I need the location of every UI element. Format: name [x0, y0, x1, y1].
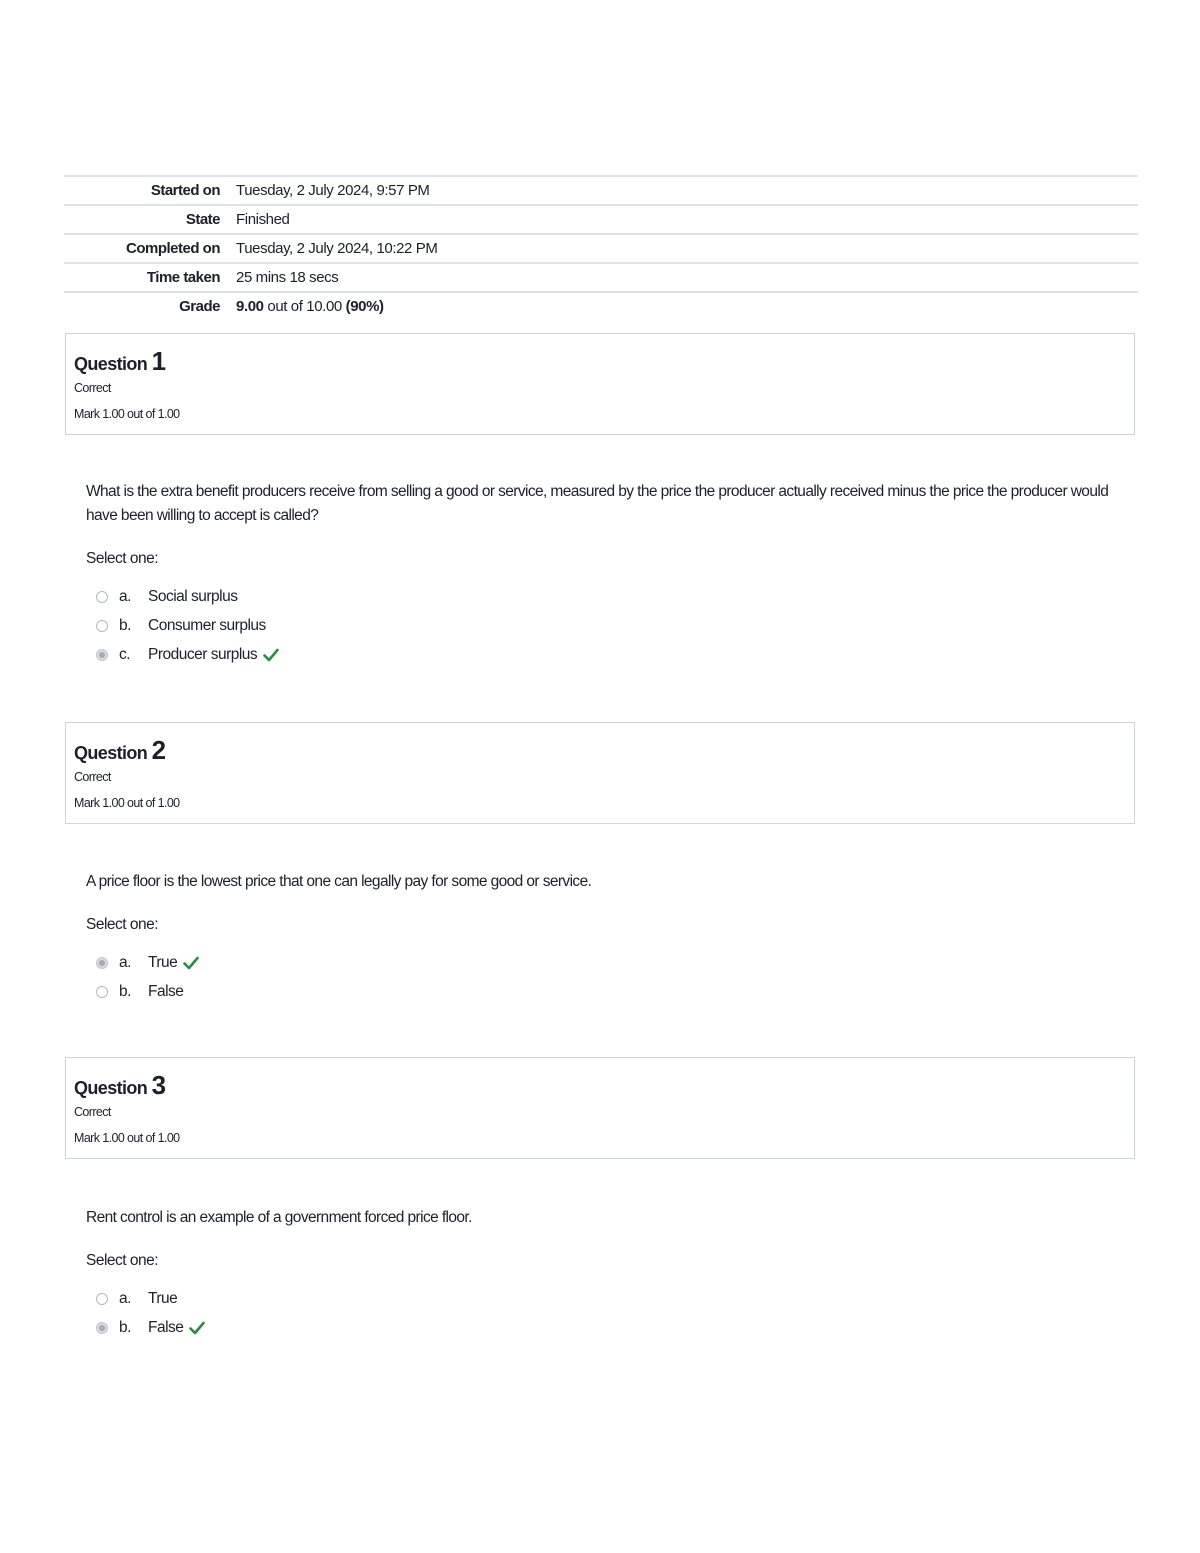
select-one-prompt: Select one: — [86, 1252, 159, 1269]
radio-button[interactable] — [96, 986, 108, 998]
answer-letter: b. — [119, 982, 131, 1000]
answer-letter: a. — [119, 953, 131, 971]
question-label: Question — [74, 354, 148, 374]
correct-check-icon — [189, 1321, 205, 1335]
answer-letter: b. — [119, 1318, 131, 1336]
answer-option[interactable] — [86, 1284, 1116, 1313]
answer-text: True — [148, 953, 178, 971]
summary-value: Finished — [236, 211, 290, 228]
answer-text: True — [148, 1289, 178, 1307]
select-one-prompt: Select one: — [86, 550, 159, 567]
radio-button-selected[interactable] — [96, 957, 108, 969]
radio-button[interactable] — [96, 1293, 108, 1305]
summary-label: Completed on — [126, 240, 220, 257]
summary-label: State — [185, 211, 220, 228]
radio-button-selected[interactable] — [96, 1322, 108, 1334]
answer-option[interactable] — [86, 1313, 1116, 1342]
grade-out-of: out of 10.00 — [267, 298, 342, 315]
question-number: 2 — [151, 735, 166, 765]
question-label: Question — [74, 743, 148, 763]
answer-option[interactable] — [86, 640, 1116, 669]
answer-option[interactable] — [86, 948, 1116, 977]
question-state: Correct — [74, 381, 111, 395]
summary-label: Started on — [150, 182, 220, 199]
question-title — [74, 735, 1126, 766]
summary-value: Tuesday, 2 July 2024, 10:22 PM — [236, 240, 438, 257]
question-content-1 — [86, 480, 1116, 669]
question-label: Question — [74, 1078, 148, 1098]
question-content-2 — [86, 870, 1116, 1006]
summary-value: Tuesday, 2 July 2024, 9:57 PM — [236, 182, 430, 199]
radio-button-selected[interactable] — [96, 649, 108, 661]
answer-text: False — [148, 982, 184, 1000]
question-info-1 — [65, 333, 1135, 435]
answer-option[interactable] — [86, 582, 1116, 611]
answer-text: Producer surplus — [148, 645, 258, 663]
answer-option[interactable] — [86, 977, 1116, 1006]
question-state: Correct — [74, 770, 111, 784]
summary-row-completed — [64, 233, 1138, 262]
question-text: Rent control is an example of a government forced price floor. — [86, 1209, 472, 1226]
question-info-2 — [65, 722, 1135, 824]
grade-percent: (90%) — [345, 298, 384, 315]
summary-label: Grade — [179, 298, 220, 315]
question-content-3 — [86, 1206, 1116, 1342]
correct-check-icon — [183, 956, 199, 970]
summary-row-state — [64, 204, 1138, 233]
grade-value — [236, 298, 384, 315]
question-state: Correct — [74, 1105, 111, 1119]
question-info-3 — [65, 1057, 1135, 1159]
summary-label: Time taken — [146, 269, 220, 286]
question-title — [74, 346, 1126, 377]
question-title — [74, 1070, 1126, 1101]
answer-option[interactable] — [86, 611, 1116, 640]
question-number: 3 — [151, 1070, 166, 1100]
answer-list — [86, 1284, 1116, 1342]
summary-value: 25 mins 18 secs — [236, 269, 339, 286]
answer-text: False — [148, 1318, 184, 1336]
answer-list — [86, 948, 1116, 1006]
summary-row-grade — [64, 291, 1138, 320]
question-text: What is the extra benefit producers receive from selling a good or service, measured by the price the producer actually received minus the price the producer would have been willing to accept is called? — [86, 483, 1109, 524]
attempt-summary-table — [64, 175, 1138, 320]
grade-score: 9.00 — [236, 298, 264, 315]
answer-text: Consumer surplus — [148, 616, 266, 634]
question-text: A price floor is the lowest price that one can legally pay for some good or service. — [86, 873, 592, 890]
question-mark: Mark 1.00 out of 1.00 — [74, 1131, 180, 1145]
radio-button[interactable] — [96, 591, 108, 603]
answer-letter: c. — [119, 645, 131, 663]
question-number: 1 — [151, 346, 166, 376]
answer-list — [86, 582, 1116, 669]
answer-letter: b. — [119, 616, 131, 634]
answer-letter: a. — [119, 1289, 131, 1307]
answer-text: Social surplus — [148, 587, 238, 605]
question-mark: Mark 1.00 out of 1.00 — [74, 407, 180, 421]
question-mark: Mark 1.00 out of 1.00 — [74, 796, 180, 810]
summary-row-started — [64, 175, 1138, 204]
correct-check-icon — [263, 648, 279, 662]
radio-button[interactable] — [96, 620, 108, 632]
answer-letter: a. — [119, 587, 131, 605]
select-one-prompt: Select one: — [86, 916, 159, 933]
summary-row-time-taken — [64, 262, 1138, 291]
